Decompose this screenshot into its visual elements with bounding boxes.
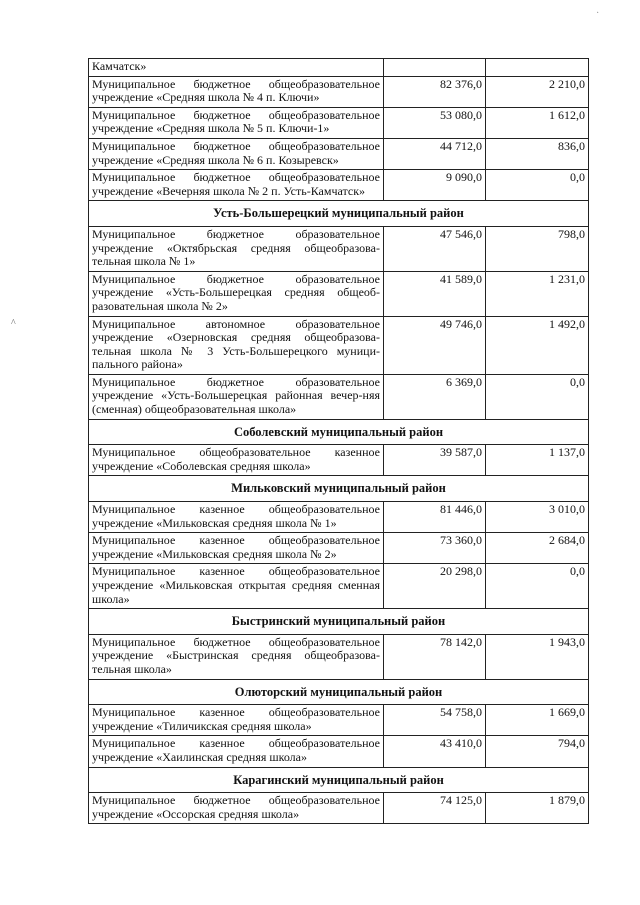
district-header-row — [89, 767, 589, 793]
institution-name: Муниципальное бюджетное общеобразовательное учреждение «Средняя школа № 5 п. Ключи-1» — [89, 107, 384, 138]
institution-row — [89, 564, 589, 609]
institution-row — [89, 226, 589, 271]
institution-name: Муниципальное бюджетное общеобразовательное учреждение «Средняя школа № 4 п. Ключи» — [89, 76, 384, 107]
institution-name: Муниципальное казенное общеобразовательное учреждение «Мильковская средняя школа № 2» — [89, 533, 384, 564]
amount-other: 2 210,0 — [486, 76, 589, 107]
amount-other: 798,0 — [486, 226, 589, 271]
institution-row — [89, 76, 589, 107]
amount-total: 9 090,0 — [384, 170, 486, 201]
institution-name: Муниципальное общеобразовательное казенное учреждение «Соболевская средняя школа» — [89, 445, 384, 476]
amount-total: 53 080,0 — [384, 107, 486, 138]
amount-other: 1 879,0 — [486, 793, 589, 824]
scan-mark: ^ — [11, 318, 16, 329]
institution-name: Муниципальное бюджетное общеобразовательное учреждение «Вечерняя школа № 2 п. Усть-Камчатск» — [89, 170, 384, 201]
institution-row — [89, 271, 589, 316]
amount-other: 2 684,0 — [486, 533, 589, 564]
district-header-row — [89, 201, 589, 227]
amount-total: 49 746,0 — [384, 316, 486, 374]
amount-other: 3 010,0 — [486, 502, 589, 533]
budget-table — [88, 58, 589, 824]
district-name: Олюторский муниципальный район — [89, 679, 589, 705]
amount-other: 0,0 — [486, 374, 589, 419]
amount-total: 82 376,0 — [384, 76, 486, 107]
district-name: Соболевский муниципальный район — [89, 419, 589, 445]
institution-row — [89, 170, 589, 201]
institution-row — [89, 138, 589, 169]
amount-total: 54 758,0 — [384, 705, 486, 736]
amount-other: 0,0 — [486, 564, 589, 609]
institution-name: Муниципальное казенное общеобразовательное учреждение «Мильковская средняя школа № 1» — [89, 502, 384, 533]
amount-total: 47 546,0 — [384, 226, 486, 271]
amount-other: 1 137,0 — [486, 445, 589, 476]
institution-name: Муниципальное бюджетное общеобразовательное учреждение «Средняя школа № 6 п. Козыревск» — [89, 138, 384, 169]
institution-row — [89, 502, 589, 533]
district-name: Мильковский муниципальный район — [89, 476, 589, 502]
amount-other: 794,0 — [486, 736, 589, 767]
district-header-row — [89, 609, 589, 635]
institution-row — [89, 107, 589, 138]
amount-total — [384, 59, 486, 77]
amount-other: 1 943,0 — [486, 634, 589, 679]
institution-name: Муниципальное казенное общеобразовательное учреждение «Хаилинская средняя школа» — [89, 736, 384, 767]
scan-mark: · — [596, 8, 600, 19]
district-name: Быстринский муниципальный район — [89, 609, 589, 635]
institution-name: Муниципальное бюджетное образовательное учреждение «Усть-Большерецкая районная вечер-няя (сменная) общеобразовательная школа» — [89, 374, 384, 419]
budget-table-body — [89, 59, 589, 824]
amount-other: 1 669,0 — [486, 705, 589, 736]
amount-other: 1 231,0 — [486, 271, 589, 316]
amount-total: 43 410,0 — [384, 736, 486, 767]
institution-row — [89, 736, 589, 767]
district-name: Усть-Большерецкий муниципальный район — [89, 201, 589, 227]
amount-other: 1 492,0 — [486, 316, 589, 374]
amount-total: 6 369,0 — [384, 374, 486, 419]
institution-name: Муниципальное бюджетное общеобразовательное учреждение «Оссорская средняя школа» — [89, 793, 384, 824]
amount-total: 39 587,0 — [384, 445, 486, 476]
district-header-row — [89, 419, 589, 445]
amount-other: 836,0 — [486, 138, 589, 169]
amount-total: 73 360,0 — [384, 533, 486, 564]
institution-name: Муниципальное автономное образовательное учреждение «Озерновская средняя общеобразова-тельная школа № 3 Усть-Большерецкого муници-пального района» — [89, 316, 384, 374]
district-name: Карагинский муниципальный район — [89, 767, 589, 793]
amount-total: 41 589,0 — [384, 271, 486, 316]
institution-row — [89, 316, 589, 374]
amount-other: 0,0 — [486, 170, 589, 201]
institution-row — [89, 59, 589, 77]
institution-name: Муниципальное бюджетное образовательное учреждение «Октябрьская средняя общеобразова-тельная школа № 1» — [89, 226, 384, 271]
institution-row — [89, 705, 589, 736]
institution-name: Муниципальное бюджетное образовательное учреждение «Усть-Большерецкая средняя общеоб-разовательная школа № 2» — [89, 271, 384, 316]
amount-other: 1 612,0 — [486, 107, 589, 138]
institution-row — [89, 634, 589, 679]
institution-name: Муниципальное бюджетное общеобразовательное учреждение «Быстринская средняя общеобразова-тельная школа» — [89, 634, 384, 679]
amount-total: 81 446,0 — [384, 502, 486, 533]
institution-name: Муниципальное казенное общеобразовательное учреждение «Мильковская открытая средняя сменная школа» — [89, 564, 384, 609]
institution-row — [89, 374, 589, 419]
institution-row — [89, 793, 589, 824]
amount-total: 78 142,0 — [384, 634, 486, 679]
institution-row — [89, 445, 589, 476]
amount-total: 20 298,0 — [384, 564, 486, 609]
institution-name: Муниципальное казенное общеобразовательное учреждение «Тиличикская средняя школа» — [89, 705, 384, 736]
district-header-row — [89, 679, 589, 705]
amount-other — [486, 59, 589, 77]
institution-name: Камчатск» — [89, 59, 384, 77]
amount-total: 44 712,0 — [384, 138, 486, 169]
district-header-row — [89, 476, 589, 502]
institution-row — [89, 533, 589, 564]
amount-total: 74 125,0 — [384, 793, 486, 824]
